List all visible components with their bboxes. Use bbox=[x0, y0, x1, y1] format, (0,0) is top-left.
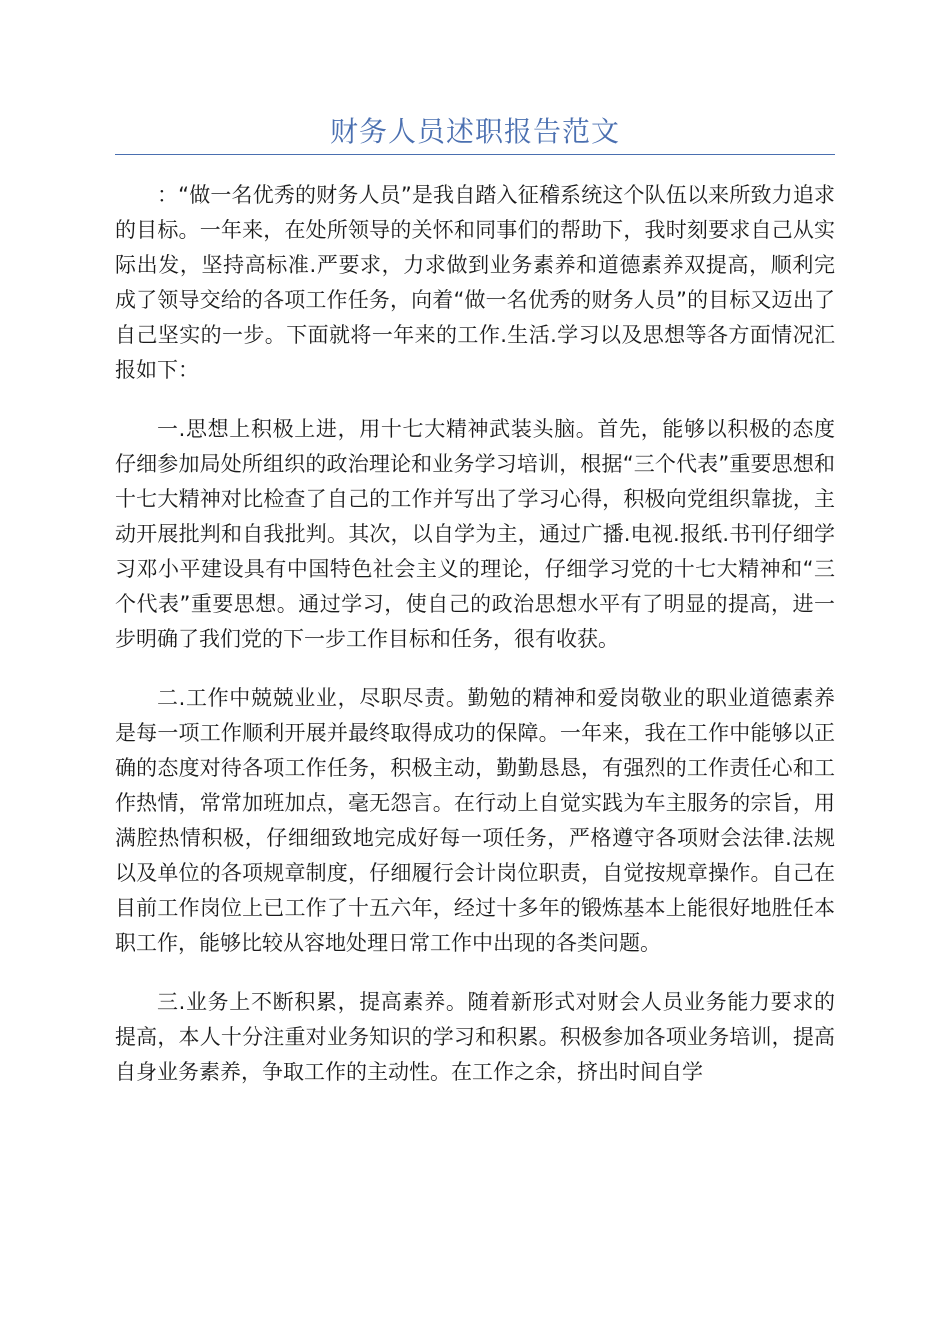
paragraph-section-2: 二.工作中兢兢业业，尽职尽责。勤勉的精神和爱岗敬业的职业道德素养是每一项工作顺利开展并最终取得成功的保障。一年来，我在工作中能够以正确的态度对待各项工作任务，积极主动，勤勤恳恳，有强烈的工作责任心和工作热情，常常加班加点，毫无怨言。在行动上自觉实践为车主服务的宗旨，用满腔热情积极，仔细细致地完成好每一项任务，严格遵守各项财会法律.法规以及单位的各项规章制度，仔细履行会计岗位职责，自觉按规章操作。自己在目前工作岗位上已工作了十五六年，经过十多年的锻炼基本上能很好地胜任本职工作，能够比较从容地处理日常工作中出现的各类问题。 bbox=[115, 686, 835, 955]
paragraph-section-3: 三.业务上不断积累，提高素养。随着新形式对财会人员业务能力要求的提高，本人十分注重对业务知识的学习和积累。积极参加各项业务培训，提高自身业务素养，争取工作的主动性。在工作之余，挤出时间自学 bbox=[115, 990, 835, 1084]
paragraph-section-1: 一.思想上积极上进，用十七大精神武装头脑。首先，能够以积极的态度仔细参加局处所组织的政治理论和业务学习培训，根据“三个代表”重要思想和十七大精神对比检查了自己的工作并写出了学习心得，积极向党组织靠拢，主动开展批判和自我批判。其次，以自学为主，通过广播.电视.报纸.书刊仔细学习邓小平建设具有中国特色社会主义的理论，仔细学习党的十七大精神和“三个代表”重要思想。通过学习，使自己的政治思想水平有了明显的提高，进一步明确了我们党的下一步工作目标和任务，很有收获。 bbox=[115, 417, 835, 651]
paragraph-intro: ：“做一名优秀的财务人员”是我自踏入征稽系统这个队伍以来所致力追求的目标。一年来，在处所领导的关怀和同事们的帮助下，我时刻要求自己从实际出发，坚持高标准.严要求，力求做到业务素养和道德素养双提高，顺利完成了领导交给的各项工作任务，向着“做一名优秀的财务人员”的目标又迈出了自己坚实的一步。下面就将一年来的工作.生活.学习以及思想等各方面情况汇报如下： bbox=[115, 183, 835, 382]
document-title: 财务人员述职报告范文 bbox=[329, 115, 620, 148]
title-underline bbox=[115, 154, 835, 155]
document-body bbox=[115, 178, 835, 1114]
